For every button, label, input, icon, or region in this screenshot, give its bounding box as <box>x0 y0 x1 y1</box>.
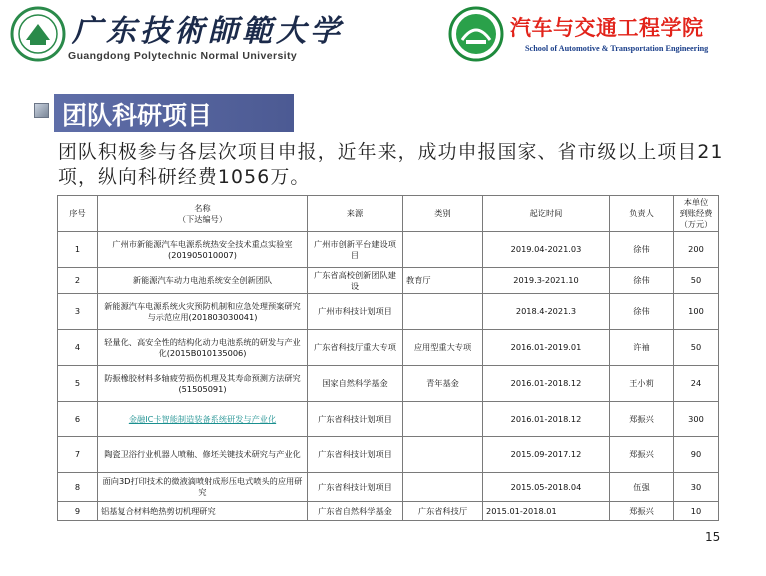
university-name-cn: 广东技術師範大学 <box>72 14 344 49</box>
cell-index: 5 <box>58 366 98 402</box>
slide-header <box>0 0 766 72</box>
cell-period: 2016.01-2018.12 <box>483 366 610 402</box>
cell-period: 2016.01-2019.01 <box>483 330 610 366</box>
cell-leader: 徐伟 <box>610 294 674 330</box>
cell-leader: 许袖 <box>610 330 674 366</box>
header-funding <box>674 196 719 232</box>
cell-funding: 30 <box>674 473 719 502</box>
cell-leader: 伍强 <box>610 473 674 502</box>
cell-period: 2016.01-2018.12 <box>483 402 610 437</box>
header-name-line1: 名称 <box>194 202 211 213</box>
cell-name-line2: (51505091) <box>178 383 227 394</box>
cell-funding: 200 <box>674 232 719 268</box>
table-header-row <box>58 196 719 232</box>
cell-period: 2015.05-2018.04 <box>483 473 610 502</box>
cell-category <box>403 232 483 268</box>
cell-index: 4 <box>58 330 98 366</box>
cell-source: 广东省科技厅重大专项 <box>308 330 403 366</box>
header-period: 起讫时间 <box>483 196 610 232</box>
cell-category <box>403 294 483 330</box>
cell-source: 广东省科技计划项目 <box>308 437 403 473</box>
header-funding-line1: 本单位 <box>683 197 709 207</box>
header-index: 序号 <box>58 196 98 232</box>
cell-source: 广州市科技计划项目 <box>308 294 403 330</box>
cell-category: 广东省科技厅 <box>403 502 483 521</box>
cell-name: 新能源汽车电源系统火灾预防机制和应急处理预案研究与示范应用(201803030041) <box>98 294 308 330</box>
cell-source: 国家自然科学基金 <box>308 366 403 402</box>
cell-leader: 郑振兴 <box>610 502 674 521</box>
cell-source: 广东省自然科学基金 <box>308 502 403 521</box>
header-source: 来源 <box>308 196 403 232</box>
cell-index: 7 <box>58 437 98 473</box>
cell-name <box>98 402 308 437</box>
school-logo-icon <box>448 6 504 62</box>
cell-leader: 徐伟 <box>610 268 674 294</box>
cell-name <box>98 366 308 402</box>
table-row <box>58 330 719 366</box>
cell-leader: 郑振兴 <box>610 437 674 473</box>
cell-name: 新能源汽车动力电池系统安全创新团队 <box>98 268 308 294</box>
university-seal-icon <box>10 6 66 62</box>
school-name-en: School of Automotive & Transportation Engineering <box>525 44 709 53</box>
cell-name-line1: 防振橡胶材料多轴疲劳损伤机理及其寿命预测方法研究 <box>104 372 301 383</box>
cell-index: 9 <box>58 502 98 521</box>
table-row <box>58 437 719 473</box>
header-funding-line3: （万元） <box>679 219 713 229</box>
cell-source: 广东省科技计划项目 <box>308 402 403 437</box>
cell-funding: 50 <box>674 268 719 294</box>
cell-leader: 王小莉 <box>610 366 674 402</box>
table-row <box>58 366 719 402</box>
cell-name: 面向3D打印技术的微液滴喷射成形压电式喷头的应用研究 <box>98 473 308 502</box>
cell-funding: 90 <box>674 437 719 473</box>
cell-name: 广州市新能源汽车电源系统热安全技术重点实验室(201905010007) <box>98 232 308 268</box>
intro-paragraph: 团队积极参与各层次项目申报，近年来，成功申报国家、省市级以上项目21项，纵向科研经费1056万。 <box>58 142 724 188</box>
cell-name: 铝基复合材料绝热剪切机理研究 <box>98 502 308 521</box>
header-leader: 负责人 <box>610 196 674 232</box>
cell-leader: 徐伟 <box>610 232 674 268</box>
cell-index: 3 <box>58 294 98 330</box>
cell-category: 应用型重大专项 <box>403 330 483 366</box>
cell-category <box>403 473 483 502</box>
cell-period: 2018.4-2021.3 <box>483 294 610 330</box>
cell-index: 8 <box>58 473 98 502</box>
cell-funding: 100 <box>674 294 719 330</box>
cell-source: 广州市创新平台建设项目 <box>308 232 403 268</box>
cell-category: 青年基金 <box>403 366 483 402</box>
header-category: 类别 <box>403 196 483 232</box>
cell-period: 2019.04-2021.03 <box>483 232 610 268</box>
cell-index: 2 <box>58 268 98 294</box>
cell-funding: 24 <box>674 366 719 402</box>
header-name <box>98 196 308 232</box>
table-row <box>58 294 719 330</box>
cell-period: 2015.09-2017.12 <box>483 437 610 473</box>
projects-table <box>57 195 719 521</box>
cell-category <box>403 402 483 437</box>
table-row <box>58 402 719 437</box>
table-row <box>58 232 719 268</box>
cell-funding: 50 <box>674 330 719 366</box>
cell-index: 1 <box>58 232 98 268</box>
cell-source: 广东省高校创新团队建设 <box>308 268 403 294</box>
project-link[interactable]: 金融IC卡智能制造装备系统研发与产业化 <box>128 413 277 424</box>
cell-category <box>403 437 483 473</box>
cell-category: 教育厅 <box>403 268 483 294</box>
cell-period: 2019.3-2021.10 <box>483 268 610 294</box>
cell-name: 陶瓷卫浴行业机器人喷釉、修坯关键技术研究与产业化 <box>98 437 308 473</box>
section-bullet-icon <box>34 103 49 118</box>
university-name-en: Guangdong Polytechnic Normal University <box>68 50 298 62</box>
cell-source: 广东省科技计划项目 <box>308 473 403 502</box>
table-row <box>58 502 719 521</box>
table-row <box>58 473 719 502</box>
header-name-line2: （下达编号） <box>177 213 228 224</box>
school-name-cn: 汽车与交通工程学院 <box>510 16 704 40</box>
page-number: 15 <box>705 530 721 544</box>
cell-leader: 郑振兴 <box>610 402 674 437</box>
cell-funding: 10 <box>674 502 719 521</box>
cell-period: 2015.01-2018.01 <box>483 502 610 521</box>
table-row <box>58 268 719 294</box>
cell-funding: 300 <box>674 402 719 437</box>
section-title: 团队科研项目 <box>62 101 213 130</box>
cell-name: 轻量化、高安全性的结构化动力电池系统的研发与产业化(2015B010135006) <box>98 330 308 366</box>
header-funding-line2: 到账经费 <box>679 208 713 218</box>
cell-index: 6 <box>58 402 98 437</box>
